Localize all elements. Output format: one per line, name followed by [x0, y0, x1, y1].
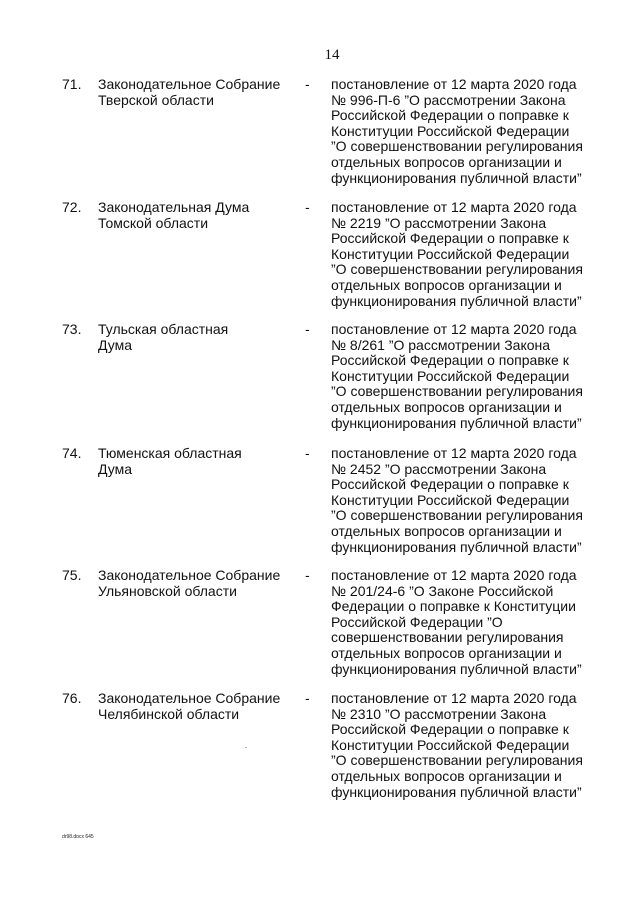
entry-dash: - — [305, 76, 310, 92]
entry-organization: Тульская областная Дума — [98, 321, 229, 353]
entry-number: 73. — [62, 321, 82, 337]
entry-organization: Законодательная Дума Томской области — [98, 199, 250, 231]
entry-decree: постановление от 12 марта 2020 года № 996-П-6 ”О рассмотрении Закона Российской Федерации о поправке к Конституции Российской Федерации ”О совершенствовании регулирования отдельных вопросов организации и функционирования публичной власти” — [331, 76, 583, 186]
entry-decree: постановление от 12 марта 2020 года № 201/24-6 ”О Законе Российской Федерации о поправке к Конституции Российской Федерации ”О совершенствовании регулирования отдельных вопросов организации и функционирования публичной власти” — [331, 567, 582, 677]
footer-file-code: dr98.docx 645 — [62, 834, 94, 840]
entry-number: 76. — [62, 690, 82, 706]
entry-decree: постановление от 12 марта 2020 года № 2452 ”О рассмотрении Закона Российской Федерации о поправке к Конституции Российской Федерации ”О совершенствовании регулирования отдельных вопросов организации и функционирования публичной власти” — [331, 445, 583, 555]
entry-decree: постановление от 12 марта 2020 года № 2310 ”О рассмотрении Закона Российской Федерации о поправке к Конституции Российской Федерации ”О совершенствовании регулирования отдельных вопросов организации и функционирования публичной власти” — [331, 690, 583, 800]
entry-number: 71. — [62, 76, 82, 92]
entry-dash: - — [305, 690, 310, 706]
entry-organization: Тюменская областная Дума — [98, 445, 242, 477]
entry-dash: - — [305, 199, 310, 215]
page-number: 14 — [324, 47, 340, 63]
entry-organization: Законодательное Собрание Ульяновской области — [98, 567, 281, 599]
entry-dash: - — [305, 445, 310, 461]
entry-dash: - — [305, 567, 310, 583]
entry-dash: - — [305, 321, 310, 337]
entry-decree: постановление от 12 марта 2020 года № 8/261 ”О рассмотрении Закона Российской Федерации о поправке к Конституции Российской Федерации ”О совершенствовании регулирования отдельных вопросов организации и функционирования публичной власти” — [331, 321, 583, 431]
entry-number: 74. — [62, 445, 82, 461]
entry-number: 75. — [62, 567, 82, 583]
entry-organization: Законодательное Собрание Челябинской области — [98, 690, 281, 722]
entry-decree: постановление от 12 марта 2020 года № 2219 ”О рассмотрении Закона Российской Федерации о поправке к Конституции Российской Федерации ”О совершенствовании регулирования отдельных вопросов организации и функционирования публичной власти” — [331, 199, 583, 309]
entry-number: 72. — [62, 199, 82, 215]
entry-organization: Законодательное Собрание Тверской области — [98, 76, 281, 108]
scan-speck — [245, 747, 247, 748]
